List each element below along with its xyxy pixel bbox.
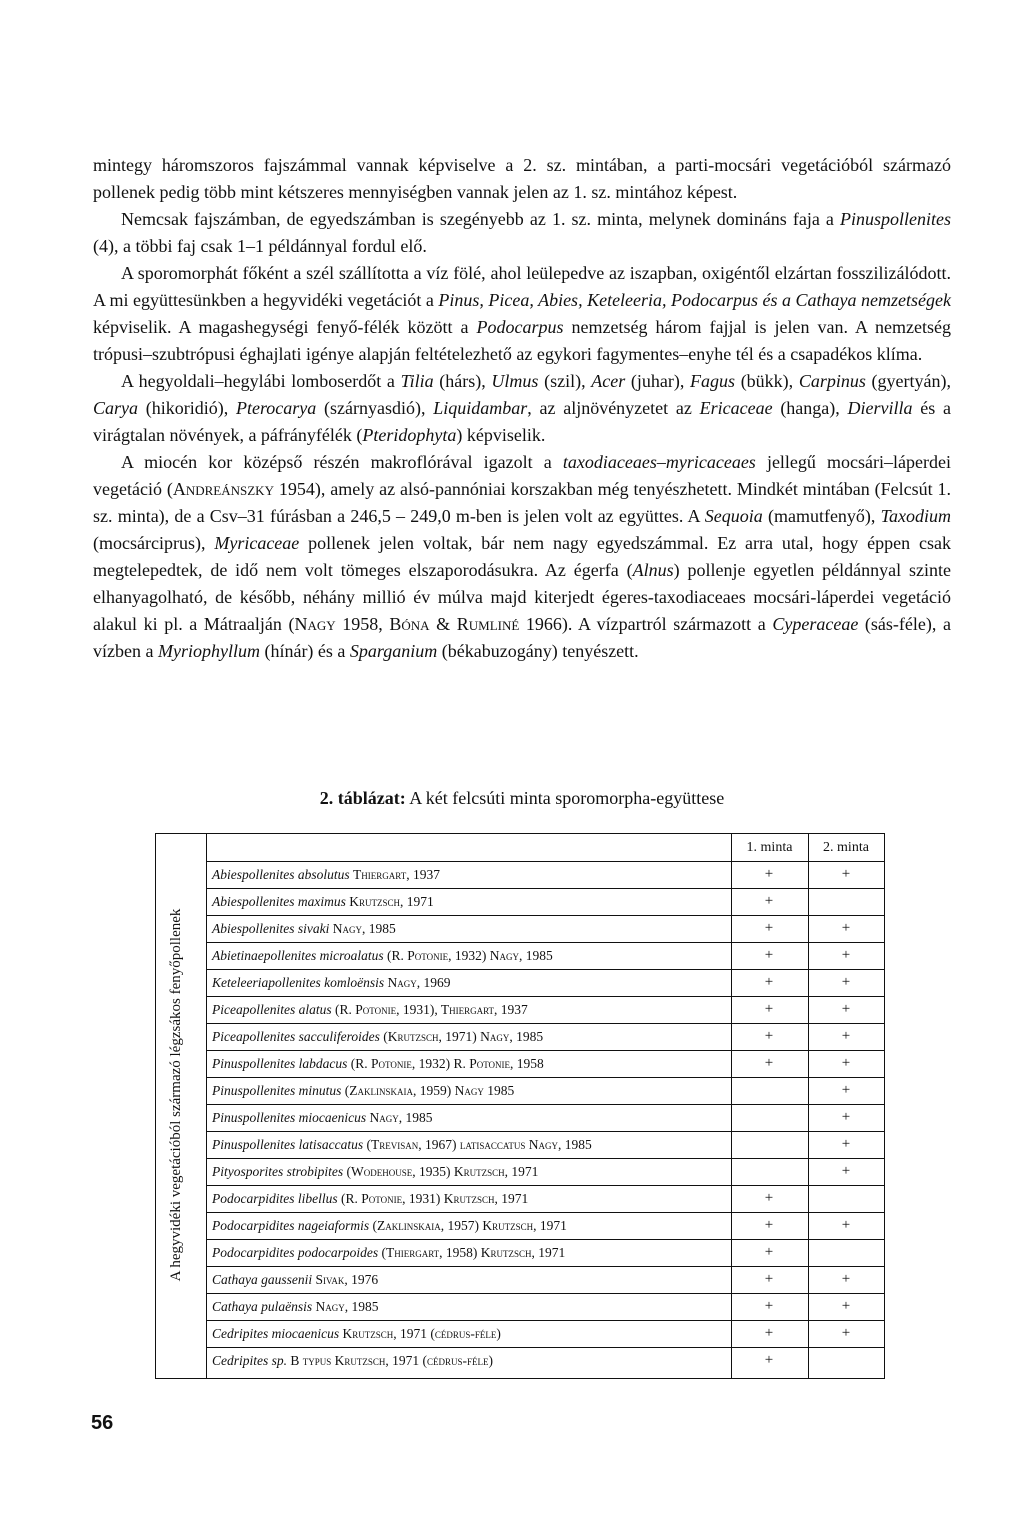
italic-term: Pterocarya — [235, 398, 317, 418]
presence-sample-2: + — [841, 1271, 851, 1287]
column-header-sample-1: 1. minta — [746, 840, 793, 855]
presence-sample-1: + — [764, 947, 774, 963]
table-row — [212, 942, 553, 969]
taxon-author: (Krutzsch, 1971) Nagy, 1985 — [383, 1029, 544, 1044]
table-row — [212, 1320, 501, 1347]
text-run: (mocsárciprus), — [93, 533, 215, 553]
presence-sample-1 — [731, 1104, 807, 1131]
author-name: Rumliné — [456, 614, 520, 634]
presence-sample-1: + — [764, 1244, 774, 1260]
text-run: 1966). A vízpartról származott a — [519, 614, 773, 634]
presence-sample-1: + — [764, 1217, 774, 1233]
table-row — [212, 1266, 378, 1293]
text-run: A miocén kor középső részén makroflórával igazolt a — [121, 452, 563, 472]
taxon-name: Pinuspollenites latisaccatus — [212, 1137, 364, 1152]
presence-sample-2: + — [841, 974, 851, 990]
taxon-name: Cedripites sp. — [212, 1353, 288, 1368]
taxon-name: Cedripites miocaenicus — [212, 1326, 340, 1341]
italic-term: Sequoia — [704, 506, 763, 526]
text-run: ) képviselik. — [456, 425, 546, 445]
taxon-name: Pinuspollenites minutus — [212, 1083, 342, 1098]
table-row — [212, 1158, 538, 1185]
italic-term: Tilia — [400, 371, 434, 391]
table-caption-label: 2. táblázat: — [319, 788, 406, 808]
taxon-author: (R. Potonie, 1931), Thiergart, 1937 — [334, 1002, 528, 1017]
paragraph-p1 — [93, 152, 951, 206]
italic-term: Carpinus — [798, 371, 866, 391]
taxon-author: Sivak, 1976 — [315, 1272, 379, 1287]
presence-sample-1: + — [764, 1028, 774, 1044]
italic-term: Pteridophyta — [362, 425, 457, 445]
taxon-author: (R. Potonie, 1932) Nagy, 1985 — [386, 948, 553, 963]
table-row — [212, 1131, 592, 1158]
text-run: ) pollenje egyetlen példánnyal szinte elhanyagolható, de később, néhány millió év múlva majd kiterjedt égeres-taxodiaceaes mocsári-láperdei vegetáció alakul ki pl. a Mátraalján ( — [93, 560, 951, 634]
text-run: és a virágtalan növények, a páfrányfélék ( — [93, 398, 951, 445]
text-run: (szil), — [538, 371, 592, 391]
table-caption — [93, 786, 951, 810]
presence-sample-1: + — [764, 1325, 774, 1341]
italic-term: Acer — [591, 371, 626, 391]
author-name: Nagy — [294, 614, 336, 634]
text-run: (gyertyán), — [865, 371, 951, 391]
presence-sample-1: + — [764, 1190, 774, 1206]
text-run: (szárnyasdió), — [316, 398, 434, 418]
presence-sample-2: + — [841, 1082, 851, 1098]
text-run: (mamutfenyő), — [762, 506, 881, 526]
text-run: 1958, — [335, 614, 390, 634]
presence-sample-2 — [808, 1239, 884, 1266]
presence-sample-1 — [731, 1131, 807, 1158]
text-run: képviselik. A magashegységi fenyő-félék között a — [93, 317, 477, 337]
text-run: (hikoridió), — [138, 398, 236, 418]
italic-term: Pinus, Picea, Abies, Keteleeria, Podocarpus és a Cathaya nemzetségek — [438, 290, 951, 310]
taxon-name: Piceapollenites sacculiferoides — [212, 1029, 380, 1044]
text-run: A hegyoldali–hegylábi lomboserdőt a — [121, 371, 401, 391]
presence-sample-2 — [808, 1185, 884, 1212]
presence-sample-2: + — [841, 1001, 851, 1017]
author-name: Bóna — [389, 614, 430, 634]
italic-term: Ulmus — [491, 371, 539, 391]
taxon-author: (Thiergart, 1958) Krutzsch, 1971 — [381, 1245, 566, 1260]
taxon-name: Cathaya pulaënsis — [212, 1299, 313, 1314]
presence-sample-1: + — [764, 974, 774, 990]
paragraph-p3 — [93, 260, 951, 368]
presence-sample-2: + — [841, 1217, 851, 1233]
italic-term: Alnus — [632, 560, 674, 580]
table-row — [212, 1185, 528, 1212]
table-row — [212, 861, 440, 888]
italic-term: Podocarpus — [476, 317, 564, 337]
taxon-name: Piceapollenites alatus — [212, 1002, 332, 1017]
italic-term: Sparganium — [349, 641, 438, 661]
presence-sample-1: + — [764, 1352, 774, 1368]
column-header-sample-2: 2. minta — [823, 840, 869, 855]
italic-term: Ericaceae — [699, 398, 773, 418]
italic-term: Myricaceae — [214, 533, 300, 553]
presence-sample-2 — [808, 888, 884, 915]
italic-term: Liquidambar — [433, 398, 528, 418]
taxon-author: Thiergart, 1937 — [353, 867, 440, 882]
taxon-name: Podocarpidites nageiaformis — [212, 1218, 370, 1233]
table-row — [212, 1347, 493, 1374]
taxon-author: (Zaklinskaia, 1959) Nagy 1985 — [344, 1083, 515, 1098]
text-run: , az aljnövényzetet az — [527, 398, 700, 418]
text-run: pollenek jelen voltak, bár nem nagy egyedszámmal. Ez arra utal, hogy éppen csak megtelepedtek, de idő nem volt tömeges elszaporodásukra. Az égerfa ( — [93, 533, 951, 580]
body-text — [93, 152, 951, 665]
presence-sample-2: + — [841, 1325, 851, 1341]
taxon-name: Pinuspollenites miocaenicus — [212, 1110, 367, 1125]
taxon-name: Abietinaepollenites microalatus — [212, 948, 384, 963]
taxon-author: Krutzsch, 1971 (cédrus-féle) — [342, 1326, 501, 1341]
paragraph-p5 — [93, 449, 951, 665]
table-row — [212, 1050, 544, 1077]
taxon-name: Keteleeriapollenites komloënsis — [212, 975, 385, 990]
taxon-author: Nagy, 1985 — [332, 921, 396, 936]
taxon-name: Abiespollenites absolutus — [212, 867, 350, 882]
presence-sample-2: + — [841, 1055, 851, 1071]
italic-term: Cyperaceae — [772, 614, 859, 634]
presence-sample-2: + — [841, 866, 851, 882]
text-run: nemzetség három fajjal is jelen van. A nemzetség trópusi–szubtrópusi éghajlati igénye alapján feltételezhető az egykori fagymentes–enyhe tél és a csapadékos klíma. — [93, 317, 951, 364]
text-run: A sporomorphát főként a szél szállította a víz fölé, ahol leülepedve az iszapban, oxigéntől elzártan fosszilizálódott. A mi együttesünkben a hegyvidéki vegetációt a — [93, 263, 951, 310]
taxon-author: Krutzsch, 1971 — [349, 894, 434, 909]
presence-sample-1: + — [764, 866, 774, 882]
page-number: 56 — [91, 1412, 114, 1434]
table-row — [212, 1104, 432, 1131]
paragraph-p2 — [93, 206, 951, 260]
text-run: 1954), amely az alsó-pannóniai korszakban még tenyészhetett. Mindkét mintában (Felcsút 1. sz. minta), de a Csv–31 fúrásban a 246,5 – 249,0 m-ben is jelen volt az együttes. A — [93, 479, 951, 526]
table-row — [212, 1212, 567, 1239]
text-run: jellegű mocsári–láperdei vegetáció ( — [93, 452, 951, 499]
presence-sample-2: + — [841, 1163, 851, 1179]
presence-sample-1: + — [764, 1055, 774, 1071]
taxon-name: Abiespollenites maximus — [212, 894, 346, 909]
presence-sample-1: + — [764, 1298, 774, 1314]
text-run: (békabuzogány) tenyészett. — [437, 641, 639, 661]
table-row — [212, 1239, 565, 1266]
table-side-label: A hegyvidéki vegetációból származó légzsákos fenyőpollenek — [168, 908, 184, 1282]
presence-sample-1: + — [764, 893, 774, 909]
text-run: (bükk), — [735, 371, 799, 391]
text-run: & — [429, 614, 457, 634]
presence-sample-1: + — [764, 1271, 774, 1287]
text-run: (juhar), — [625, 371, 691, 391]
text-run: (hárs), — [433, 371, 492, 391]
table-caption-text: A két felcsúti minta sporomorpha-együttese — [405, 788, 725, 808]
presence-sample-2: + — [841, 920, 851, 936]
italic-term: Diervilla — [847, 398, 913, 418]
presence-sample-2: + — [841, 1298, 851, 1314]
text-run: (sás-féle), a vízben a — [93, 614, 951, 661]
italic-term: Carya — [93, 398, 138, 418]
italic-term: taxodiaceaes–myricaceaes — [562, 452, 756, 472]
taxon-name: Cathaya gaussenii — [212, 1272, 313, 1287]
presence-sample-2 — [808, 1347, 884, 1374]
sporomorph-table — [155, 833, 885, 1379]
paragraph-p4 — [93, 368, 951, 449]
table-row — [212, 969, 450, 996]
table-row — [212, 1293, 379, 1320]
taxon-author: Nagy, 1985 — [315, 1299, 379, 1314]
text-run: (4), a többi faj csak 1–1 példánnyal fordul elő. — [93, 236, 427, 256]
italic-term: Myriophyllum — [157, 641, 260, 661]
taxon-name: Podocarpidites podocarpoides — [212, 1245, 379, 1260]
taxon-author: (Wodehouse, 1935) Krutzsch, 1971 — [346, 1164, 539, 1179]
table-row — [212, 915, 396, 942]
presence-sample-1: + — [764, 1001, 774, 1017]
italic-term: Pinuspollenites — [840, 209, 951, 229]
taxon-author: B typus Krutzsch, 1971 (cédrus-féle) — [290, 1353, 494, 1368]
presence-sample-1 — [731, 1158, 807, 1185]
taxon-author: (Zaklinskaia, 1957) Krutzsch, 1971 — [372, 1218, 567, 1233]
taxon-author: Nagy, 1969 — [387, 975, 451, 990]
italic-term: Taxodium — [880, 506, 951, 526]
presence-sample-1 — [731, 1077, 807, 1104]
taxon-name: Abiespollenites sivaki — [212, 921, 330, 936]
text-run: mintegy háromszoros fajszámmal vannak képviselve a 2. sz. mintában, a parti-mocsári vegetációból származó pollenek pedig több mint kétszeres mennyiségben vannak jelen az 1. sz. mintához képest. — [93, 155, 951, 202]
taxon-author: Nagy, 1985 — [369, 1110, 433, 1125]
presence-sample-2: + — [841, 1136, 851, 1152]
table-row — [212, 888, 434, 915]
taxon-name: Pityosporites strobipites — [212, 1164, 344, 1179]
presence-sample-1: + — [764, 920, 774, 936]
taxon-author: (R. Potonie, 1932) R. Potonie, 1958 — [350, 1056, 544, 1071]
table-row — [212, 1077, 514, 1104]
presence-sample-2: + — [841, 947, 851, 963]
table-row — [212, 996, 528, 1023]
taxon-name: Podocarpidites libellus — [212, 1191, 338, 1206]
text-run: (hanga), — [772, 398, 848, 418]
italic-term: Fagus — [690, 371, 736, 391]
table-row — [212, 1023, 543, 1050]
presence-sample-2: + — [841, 1028, 851, 1044]
taxon-author: (R. Potonie, 1931) Krutzsch, 1971 — [341, 1191, 529, 1206]
taxon-author: (Trevisan, 1967) latisaccatus Nagy, 1985 — [366, 1137, 592, 1152]
taxon-name: Pinuspollenites labdacus — [212, 1056, 348, 1071]
text-run: Nemcsak fajszámban, de egyedszámban is szegényebb az 1. sz. minta, melynek domináns faja a — [121, 209, 840, 229]
author-name: Andreánszky — [172, 479, 274, 499]
presence-sample-2: + — [841, 1109, 851, 1125]
text-run: (hínár) és a — [259, 641, 350, 661]
